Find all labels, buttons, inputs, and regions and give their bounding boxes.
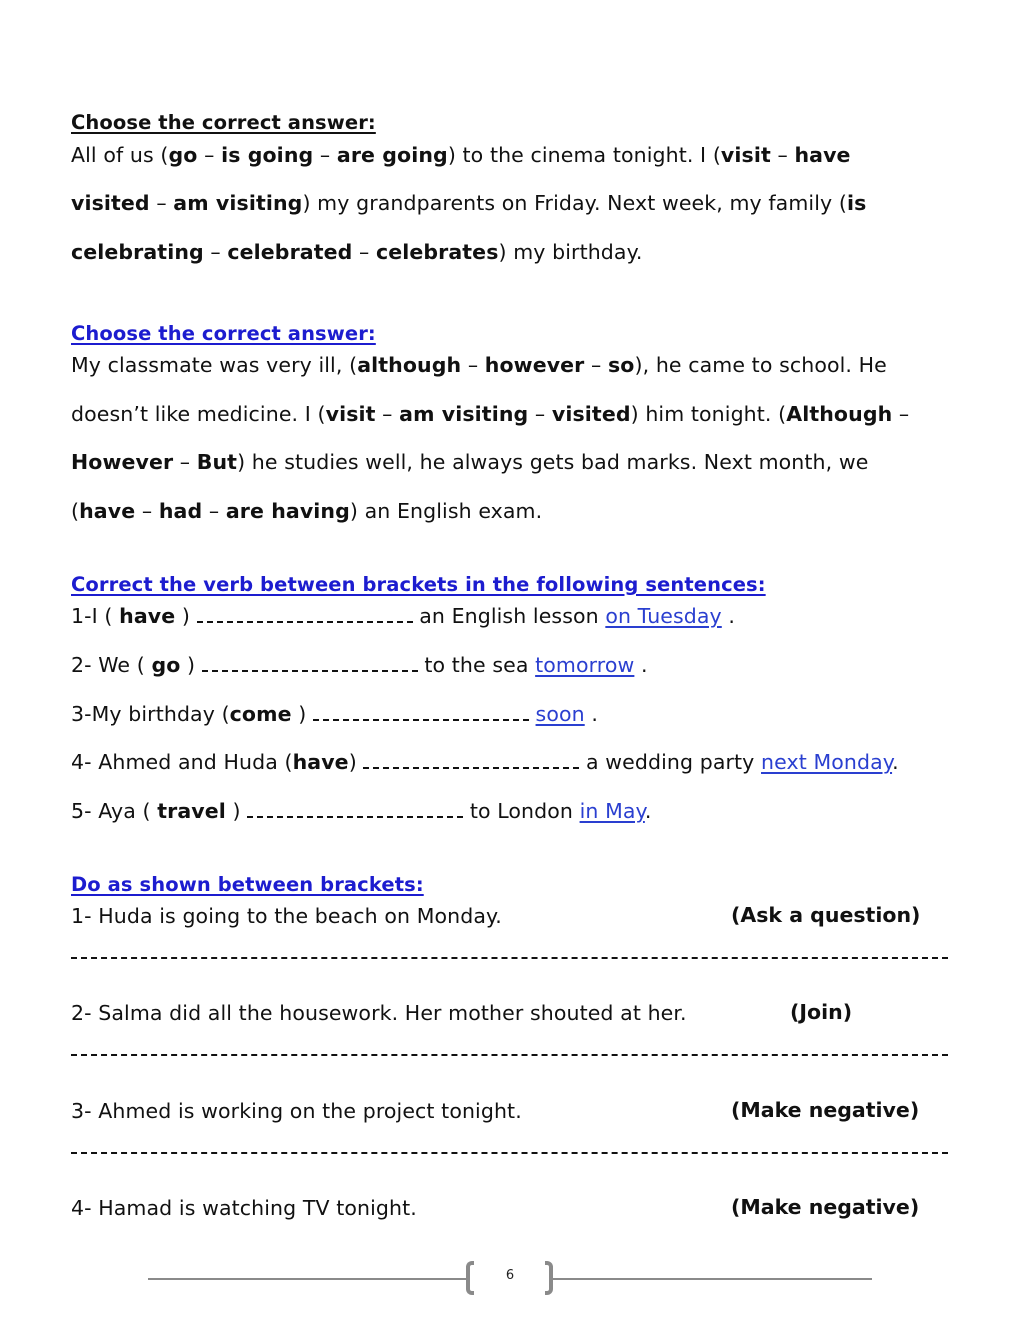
text: All of us ( <box>71 143 169 167</box>
section1-line-1 <box>71 142 851 168</box>
section1-line-3 <box>71 239 643 265</box>
do-item-2-sentence: 2- Salma did all the housework. Her mother shouted at her. <box>71 1001 687 1025</box>
option: is going <box>221 143 314 167</box>
section2-line-1 <box>71 352 887 378</box>
text: ) to the cinema tonight. I ( <box>447 143 721 167</box>
option: am visiting <box>173 191 303 215</box>
separator: – <box>584 353 608 377</box>
separator: – <box>135 499 159 523</box>
separator: – <box>892 402 910 426</box>
item-prefix: 5- Aya ( <box>71 799 158 823</box>
item-after <box>529 702 536 726</box>
footer-left-bracket-icon <box>466 1261 474 1295</box>
verb-item-5 <box>71 798 651 824</box>
item-end: . <box>584 702 598 726</box>
option: so <box>608 353 635 377</box>
item-prefix: 3-My birthday ( <box>71 702 230 726</box>
separator: – <box>197 143 222 167</box>
item-after: to London <box>463 799 580 823</box>
option: celebrating <box>71 240 204 264</box>
verb-item-1 <box>71 603 735 629</box>
section1-heading-line <box>71 109 376 136</box>
separator: – <box>770 143 795 167</box>
option: But <box>196 450 238 474</box>
text: ) him tonight. ( <box>630 402 787 426</box>
do-item-4-instruction: (Make negative) <box>731 1195 920 1219</box>
footer-rule-left <box>148 1278 470 1280</box>
option: visit <box>720 143 771 167</box>
option: celebrates <box>375 240 499 264</box>
item-prefix: 4- Ahmed and Huda ( <box>71 750 293 774</box>
time-expression: on Tuesday <box>605 604 722 628</box>
text: ) my birthday. <box>498 240 643 264</box>
option: However <box>71 450 174 474</box>
option: have <box>79 499 136 523</box>
section2-heading-line <box>71 320 376 347</box>
answer-line-1[interactable] <box>71 957 948 959</box>
verb: have <box>119 604 176 628</box>
item-after: an English lesson <box>412 604 606 628</box>
section4-heading: Do as shown between brackets: <box>71 873 424 896</box>
separator: – <box>375 402 400 426</box>
section3-heading-line <box>71 571 766 598</box>
item-end: . <box>644 799 652 823</box>
item-suffix: ) <box>180 653 202 677</box>
option: are having <box>225 499 350 523</box>
text: ) my grandparents on Friday. Next week, my family ( <box>302 191 847 215</box>
option: visited <box>551 402 631 426</box>
item-prefix: 1-I ( <box>71 604 120 628</box>
do-item-2-instruction: (Join) <box>790 1000 853 1024</box>
text: ) an English exam. <box>349 499 543 523</box>
option: celebrated <box>227 240 353 264</box>
separator: – <box>149 191 174 215</box>
text: ) he studies well, he always gets bad marks. Next month, we <box>237 450 869 474</box>
verb: have <box>292 750 349 774</box>
separator: – <box>528 402 552 426</box>
answer-line-3[interactable] <box>71 1152 948 1154</box>
item-suffix: ) <box>348 750 364 774</box>
time-expression: tomorrow <box>535 653 635 677</box>
answer-blank[interactable] <box>202 652 418 672</box>
text: ), he came to school. He <box>634 353 887 377</box>
option: go <box>168 143 198 167</box>
text: My classmate was very ill, ( <box>71 353 358 377</box>
answer-blank[interactable] <box>247 798 463 818</box>
item-end: . <box>634 653 648 677</box>
verb-item-4 <box>71 749 899 775</box>
option: are going <box>336 143 448 167</box>
option: visited <box>71 191 150 215</box>
text: ( <box>71 499 80 523</box>
text: doesn’t like medicine. I ( <box>71 402 326 426</box>
option: however <box>484 353 585 377</box>
option: although <box>357 353 462 377</box>
verb: go <box>151 653 181 677</box>
section3-heading: Correct the verb between brackets in the following sentences: <box>71 573 766 596</box>
do-item-4-sentence: 4- Hamad is watching TV tonight. <box>71 1196 417 1220</box>
separator: – <box>202 499 226 523</box>
item-suffix: ) <box>291 702 313 726</box>
do-item-3-instruction: (Make negative) <box>731 1098 920 1122</box>
section1-heading: Choose the correct answer: <box>71 111 376 134</box>
time-expression: next Monday <box>761 750 893 774</box>
option: visit <box>325 402 376 426</box>
section2-line-4 <box>71 498 542 524</box>
option: am visiting <box>399 402 529 426</box>
item-prefix: 2- We ( <box>71 653 152 677</box>
option: is <box>846 191 867 215</box>
section2-heading: Choose the correct answer: <box>71 322 376 345</box>
separator: – <box>352 240 376 264</box>
separator: – <box>203 240 228 264</box>
section2-line-3 <box>71 449 868 475</box>
answer-blank[interactable] <box>313 701 529 721</box>
option: have <box>794 143 851 167</box>
item-suffix: ) <box>225 799 248 823</box>
verb: come <box>229 702 292 726</box>
footer-rule-right <box>549 1278 872 1280</box>
verb-item-3 <box>71 701 598 727</box>
answer-blank[interactable] <box>197 603 413 623</box>
do-item-1-sentence: 1- Huda is going to the beach on Monday. <box>71 904 502 928</box>
option: had <box>158 499 203 523</box>
item-suffix: ) <box>175 604 197 628</box>
answer-line-2[interactable] <box>71 1054 948 1056</box>
verb: travel <box>157 799 226 823</box>
item-end: . <box>892 750 899 774</box>
section1-line-2 <box>71 190 866 216</box>
page-number: 6 <box>505 1268 515 1283</box>
separator: – <box>173 450 197 474</box>
item-after: to the sea <box>417 653 536 677</box>
separator: – <box>461 353 485 377</box>
item-after: a wedding party <box>579 750 762 774</box>
verb-item-2 <box>71 652 648 678</box>
answer-blank[interactable] <box>363 749 579 769</box>
time-expression: in May <box>579 799 645 823</box>
section4-heading-line <box>71 871 424 898</box>
do-item-1-instruction: (Ask a question) <box>731 903 921 927</box>
item-end: . <box>721 604 736 628</box>
separator: – <box>313 143 337 167</box>
time-expression: soon <box>535 702 585 726</box>
option: Although <box>786 402 893 426</box>
do-item-3-sentence: 3- Ahmed is working on the project tonight. <box>71 1099 522 1123</box>
section2-line-2 <box>71 401 909 427</box>
